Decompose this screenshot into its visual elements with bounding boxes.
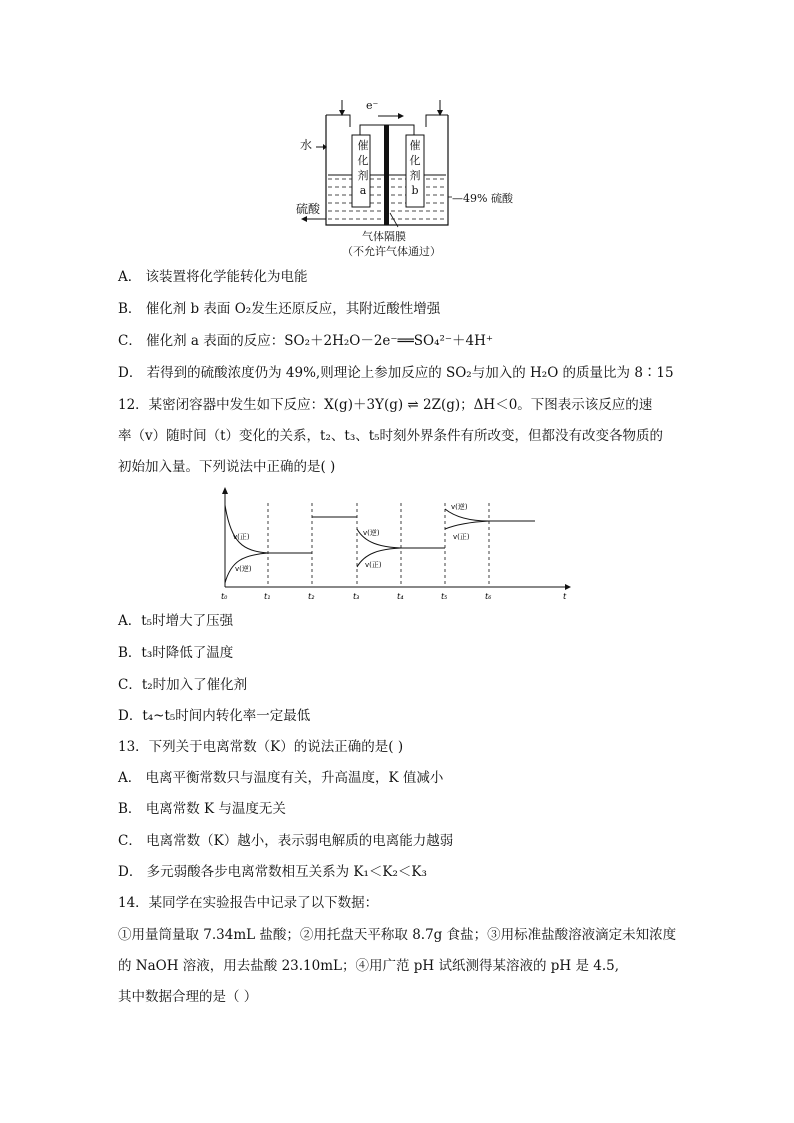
- q12-stem-line-2: 率（v）随时间（t）变化的关系，t₂、t₃、t₅时刻外界条件有所改变，但都没有改变各物质的: [118, 428, 664, 444]
- q14-line-2: 的 NaOH 溶液，用去盐酸 23.10mL；④用广范 pH 试纸测得某溶液的 pH 是 4.5,: [118, 958, 620, 974]
- catalyst-a-char: 催: [357, 139, 369, 152]
- x-tick-label: t₄: [397, 592, 404, 601]
- catalyst-b-char: 化: [409, 154, 421, 167]
- q13-option-b: B． 电离常数 K 与温度无关: [118, 801, 286, 817]
- catalyst-a-char: 化: [357, 154, 369, 167]
- x-tick-label: t₆: [485, 592, 492, 601]
- x-tick-label: t₂: [308, 592, 315, 601]
- membrane-note: （不允许气体通过）: [342, 245, 441, 258]
- q11-option-a: A． 该装置将化学能转化为电能: [118, 269, 308, 285]
- x-tick-label: t₀: [221, 592, 228, 601]
- q11-option-d: D． 若得到的硫酸浓度仍为 49%,则理论上参加反应的 SO₂与加入的 H₂O 的质量比为 8∶15: [118, 365, 674, 381]
- curve-label-rev-3: v(逆): [363, 529, 380, 537]
- catalyst-b-char: 催: [409, 139, 421, 152]
- rate-time-chart: [215, 485, 575, 605]
- membrane-label: 气体隔膜: [362, 230, 406, 243]
- catalyst-b-char: 剂: [409, 169, 421, 182]
- q12-option-d: D．t₄~t₅时间内转化率一定最低: [118, 708, 311, 724]
- q13-option-d: D． 多元弱酸各步电离常数相互关系为 K₁＜K₂＜K₃: [118, 864, 427, 880]
- q14-stem: 14．某同学在实验报告中记录了以下数据：: [118, 895, 379, 911]
- catalyst-a-char: 剂: [357, 169, 369, 182]
- q13-option-c: C． 电离常数（K）越小，表示弱电解质的电离能力越弱: [118, 833, 454, 849]
- curve-label-fwd-5: v(正): [453, 533, 470, 541]
- q14-line-3: 其中数据合理的是（ ）: [118, 989, 258, 1005]
- sulfuric-acid-49-label: —49% 硫酸: [452, 192, 513, 205]
- q12-stem-line-3: 初始加入量。下列说法中正确的是( ): [118, 459, 336, 475]
- catalyst-b-label: [407, 138, 423, 198]
- catalyst-a-char: a: [359, 184, 367, 197]
- q12-option-a: A．t₅时增大了压强: [118, 613, 234, 629]
- sulfuric-acid-outlet-label: 硫酸: [296, 202, 321, 216]
- q13-stem: 13．下列关于电离常数（K）的说法正确的是( ): [118, 739, 404, 755]
- x-tick-label: t₃: [353, 592, 360, 601]
- water-label: 水: [300, 138, 313, 152]
- q12-stem-line-1: 12．某密闭容器中发生如下反应：X(g)＋3Y(g) ⇌ 2Z(g)；ΔH＜0。下图表示该反应的速: [118, 397, 653, 413]
- curve-label-fwd-3: v(正): [365, 561, 382, 569]
- curve-label-rev-1: v(逆): [235, 565, 252, 573]
- q11-option-b: B． 催化剂 b 表面 O₂发生还原反应，其附近酸性增强: [118, 301, 441, 317]
- q12-option-b: B．t₃时降低了温度: [118, 645, 234, 661]
- x-tick-label: t₅: [441, 592, 448, 601]
- x-axis-label: t: [563, 592, 567, 601]
- catalyst-a-label: [355, 138, 371, 198]
- q13-option-a: A． 电离平衡常数只与温度有关，升高温度，K 值减小: [118, 770, 444, 786]
- curve-label-rev-5: v(逆): [451, 503, 468, 511]
- curve-label-fwd-1: v(正): [233, 533, 250, 541]
- q12-option-c: C．t₂时加入了催化剂: [118, 677, 248, 693]
- electron-label: e⁻: [366, 99, 379, 112]
- x-tick-label: t₁: [264, 592, 271, 601]
- q14-line-1: ①用量筒量取 7.34mL 盐酸；②用托盘天平称取 8.7g 食盐；③用标准盐酸溶液滴定未知浓度: [118, 927, 677, 943]
- catalyst-b-char: b: [411, 184, 419, 197]
- q11-option-c: C． 催化剂 a 表面的反应：SO₂＋2H₂O－2e⁻══SO₄²⁻＋4H⁺: [118, 333, 494, 349]
